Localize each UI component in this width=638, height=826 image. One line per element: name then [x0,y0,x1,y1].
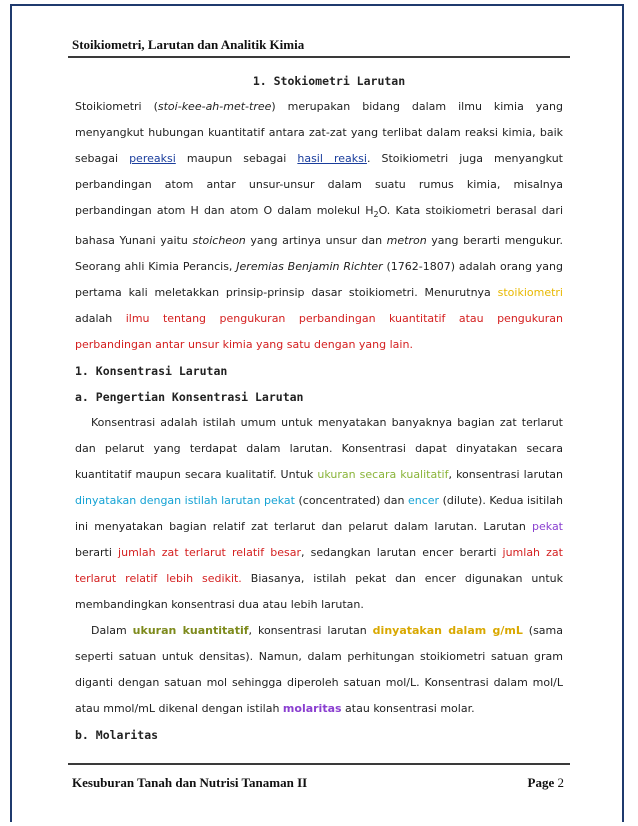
document-body [75,68,563,748]
paragraph-kuantitatif: Dalam ukuran kuantitatif, konsentrasi larutan dinyatakan dalam g/mL (sama seperti satuan untuk densitas). Namun, dalam perhitungan stoikiometri satuan gram diganti dengan satuan mol sehingga diperoleh satuan mol/L. Konsentrasi dalam mol/L atau mmol/mL dikenal dengan istilah molaritas atau konsentrasi molar. [75,624,563,716]
heading-konsentrasi-larutan: 1. Konsentrasi Larutan [75,364,228,379]
running-header: Stoikiometri, Larutan dan Analitik Kimia [72,37,305,52]
paragraph-konsentrasi: Konsentrasi adalah istilah umum untuk menyatakan banyaknya bagian zat terlarut dan pelarut yang terdapat dalam larutan. Konsentrasi dapat dinyatakan secara kuantitatif maupun secara kualitatif. Untuk ukuran secara kualitatif, konsentrasi larutan dinyatakan dengan istilah larutan pekat (concentrated) dan encer (dilute). Kedua isitilah ini menyatakan bagian relatif zat terlarut dan pelarut dalam larutan. Larutan pekat berarti jumlah zat terlarut relatif besar, sedangkan larutan encer berarti jumlah zat terlarut relatif lebih sedikit. Biasanya, istilah pekat dan encer digunakan untuk membandingkan konsentrasi dua atau lebih larutan. [75,416,564,612]
highlight-definition: ilmu tentang pengukuran perbandingan kuantitatif atau pengukuran perbandingan antar unsur kimia yang satu dengan yang lain. [75,312,563,352]
link-pereaksi[interactable]: pereaksi [129,152,176,165]
heading-pengertian: a. Pengertian Konsentrasi Larutan [75,390,304,405]
section-title: 1. Stokiometri Larutan [252,74,406,88]
link-hasil-reaksi[interactable]: hasil reaksi [297,152,367,165]
page-number: Page 2 [527,775,564,790]
header-rule [68,56,570,58]
highlight-stoikiometri: stoikiometri [497,286,563,300]
running-footer: Kesuburan Tanah dan Nutrisi Tanaman II [72,775,308,790]
paragraph-stoikiometri: Stoikiometri (stoi-kee-ah-met-tree) merupakan bidang dalam ilmu kimia yang menyangkut hubungan kuantitatif antara zat-zat yang terlibat dalam reaksi kimia, baik sebagai pereaksi maupun sebagai hasil reaksi. Stoikiometri juga menyangkut perbandingan atom antar unsur-unsur dalam suatu rumus kimia, misalnya perbandingan atom H dan atom O dalam molekul $H_2O$. Kata stoikiometri berasal dari bahasa Yunani yaitu stoicheon yang artinya unsur dan metron yang berarti mengukur. Seorang ahli Kimia Perancis, Jeremias Benjamin Richter (1762-1807) adalah orang yang pertama kali meletakkan prinsip-prinsip dasar stoikiometri. Menurutnya stoikiometri adalah ilmu tentang pengukuran perbandingan kuantitatif atau pengukuran perbandingan antar unsur kimia yang satu dengan yang lain. [75,100,563,352]
heading-molaritas: b. Molaritas [75,728,159,743]
footer-rule [68,763,570,765]
